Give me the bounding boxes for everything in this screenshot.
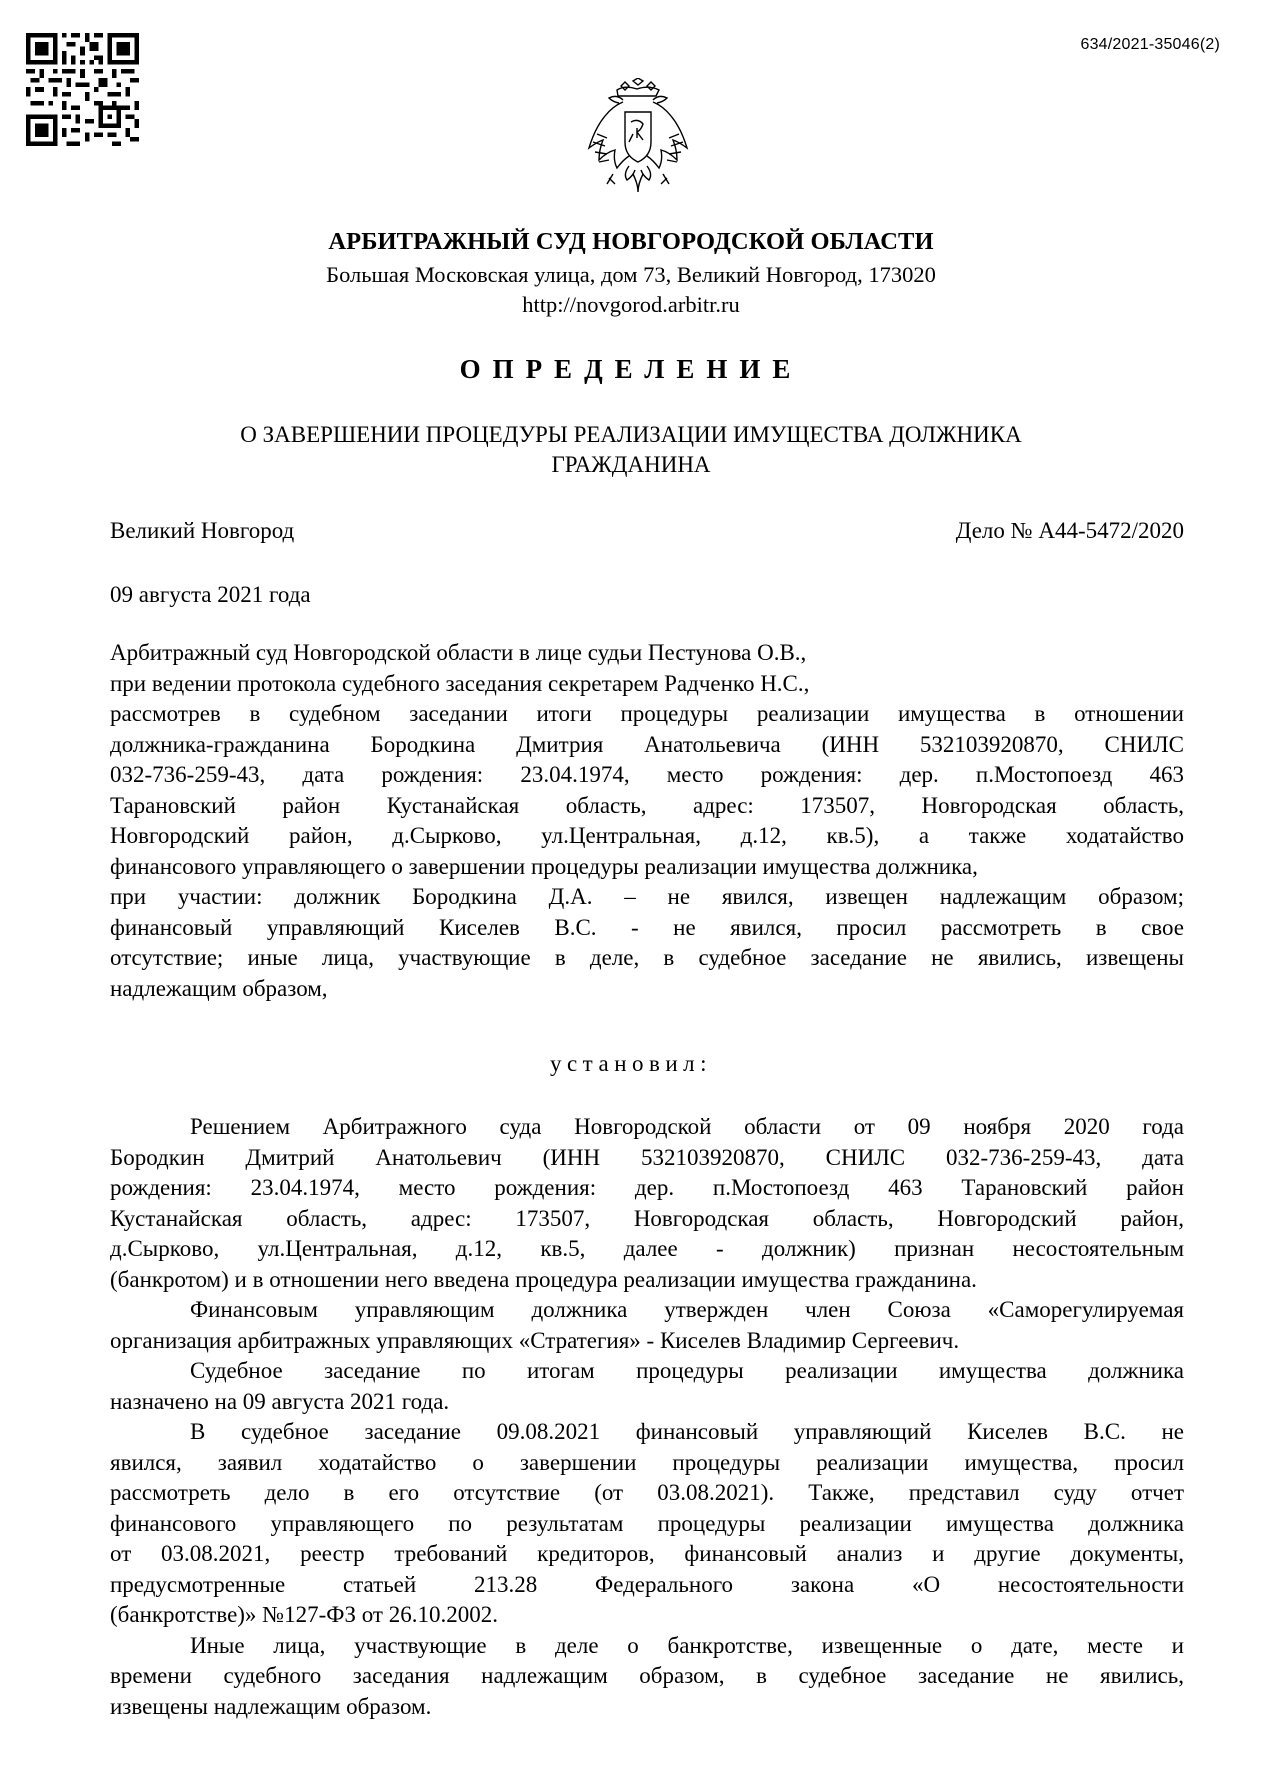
text-line: рассмотрев в судебном заседании итоги процедуры реализации имущества в отношении [110, 701, 1184, 726]
document-date: 09 августа 2021 года [110, 582, 311, 607]
text-line: должника-гражданина Бородкина Дмитрия Анатольевича (ИНН 532103920870, СНИЛС [110, 731, 1184, 757]
text-line: рассмотреть дело в его отсутствие (от 03.08.2021). Также, представил суду отчет [110, 1480, 1184, 1505]
qr-code-icon [26, 33, 139, 146]
subtitle-line: О ЗАВЕРШЕНИИ ПРОЦЕДУРЫ РЕАЛИЗАЦИИ ИМУЩЕСТВА ДОЛЖНИКА [240, 422, 1022, 447]
body-paragraphs [110, 1112, 1184, 1722]
text-line: (банкротстве)» №127-ФЗ от 26.10.2002. [110, 1602, 498, 1627]
text-line: Кустанайская область, адрес: 173507, Новгородская область, Новгородский район, [110, 1205, 1184, 1231]
text-line: отсутствие; иные лица, участвующие в деле, в судебное заседание не явились, извещены [110, 945, 1184, 970]
coat-of-arms-icon [583, 78, 693, 196]
case-number: Дело № А44-5472/2020 [955, 518, 1184, 543]
document-case-id: 634/2021-35046(2) [1080, 36, 1220, 53]
text-line: надлежащим образом, [110, 975, 328, 1001]
text-line: (банкротом) и в отношении него введена процедура реализации имущества гражданина. [110, 1266, 977, 1292]
text-line: Бородкин Дмитрий Анатольевич (ИНН 532103920870, СНИЛС 032-736-259-43, дата [110, 1144, 1184, 1170]
text-line: д.Сырково, ул.Центральная, д.12, кв.5, далее - должник) признан несостоятельным [110, 1236, 1184, 1261]
text-line: финансового управляющего о завершении процедуры реализации имущества должника, [110, 853, 978, 879]
document-title: ОПРЕДЕЛЕНИЕ [459, 354, 803, 384]
text-line: извещены надлежащим образом. [110, 1693, 432, 1719]
text-line: времени судебного заседания надлежащим образом, в судебное заседание не явились, [110, 1663, 1184, 1688]
text-line: от 03.08.2021, реестр требований кредиторов, финансовый анализ и другие документы, [110, 1541, 1184, 1566]
intro-paragraph [110, 638, 1184, 1004]
text-line: рождения: 23.04.1974, место рождения: дер. п.Мостопоезд 463 Тарановский район [110, 1175, 1184, 1200]
court-address: Большая Московская улица, дом 73, Великий Новгород, 173020 [326, 262, 936, 287]
text-line: Арбитражный суд Новгородской области в лице судьи Пестунова О.В., [110, 640, 807, 665]
text-line: Судебное заседание по итогам процедуры реализации имущества должника [190, 1358, 1184, 1383]
text-line: В судебное заседание 09.08.2021 финансовый управляющий Киселев В.С. не [190, 1419, 1184, 1444]
text-line: Иные лица, участвующие в деле о банкротстве, извещенные о дате, месте и [190, 1632, 1184, 1658]
text-line: при участии: должник Бородкина Д.А. – не явился, извещен надлежащим образом; [110, 884, 1184, 909]
text-line: 032-736-259-43, дата рождения: 23.04.1974, место рождения: дер. п.Мостопоезд 463 [110, 762, 1184, 787]
established-heading: установил: [549, 1051, 713, 1076]
text-line: финансовый управляющий Киселев В.С. - не явился, просил рассмотреть в свое [110, 914, 1184, 940]
city: Великий Новгород [110, 518, 295, 543]
text-line: организация арбитражных управляющих «Стратегия» - Киселев Владимир Сергеевич. [110, 1327, 960, 1353]
text-line: Финансовым управляющим должника утвержден член Союза «Саморегулируемая [190, 1297, 1184, 1322]
text-line: Решением Арбитражного суда Новгородской области от 09 ноября 2020 года [190, 1114, 1184, 1139]
text-line: Новгородский район, д.Сырково, ул.Центральная, д.12, кв.5), а также ходатайство [110, 823, 1184, 848]
court-name: АРБИТРАЖНЫЙ СУД НОВГОРОДСКОЙ ОБЛАСТИ [328, 228, 934, 255]
text-line: Тарановский район Кустанайская область, адрес: 173507, Новгородская область, [110, 792, 1184, 818]
text-line: назначено на 09 августа 2021 года. [110, 1388, 450, 1414]
document-subtitle [150, 420, 1112, 480]
text-line: предусмотренные статьей 213.28 Федерального закона «О несостоятельности [110, 1571, 1184, 1597]
subtitle-line: ГРАЖДАНИНА [551, 452, 711, 477]
text-line: явился, заявил ходатайство о завершении процедуры реализации имущества, просил [110, 1449, 1184, 1475]
text-line: при ведении протокола судебного заседания секретарем Радченко Н.С., [110, 670, 810, 696]
court-website: http://novgorod.arbitr.ru [522, 292, 740, 317]
text-line: финансового управляющего по результатам процедуры реализации имущества должника [110, 1510, 1184, 1536]
